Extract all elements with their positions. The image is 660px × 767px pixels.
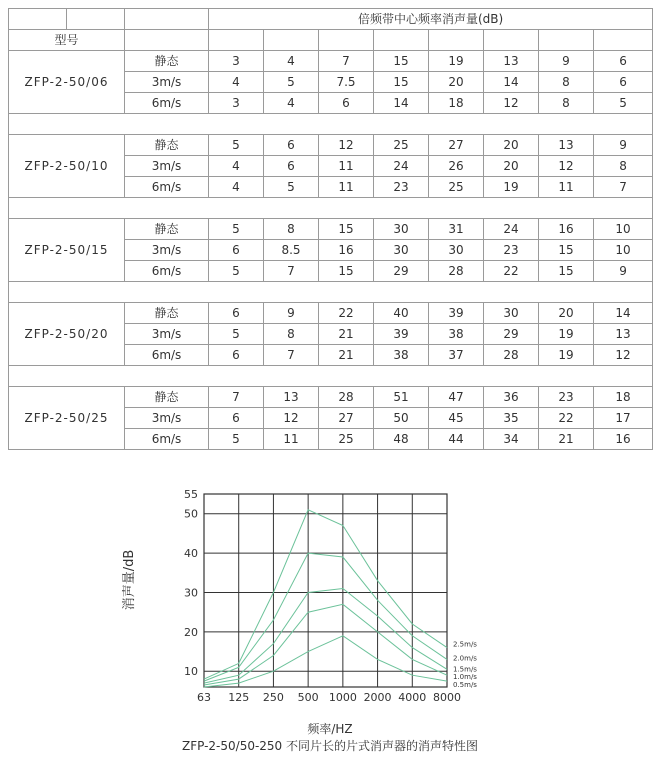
value-cell: 25 [429,177,484,198]
condition-cell: 6m/s [125,345,209,366]
value-cell: 7 [264,345,319,366]
value-cell: 11 [264,429,319,450]
table-row [9,303,653,324]
y-tick-label: 50 [184,507,198,521]
value-cell: 14 [594,303,653,324]
header-blank-cell [484,30,539,51]
value-cell: 29 [374,261,429,282]
value-cell: 12 [319,135,374,156]
value-cell: 39 [429,303,484,324]
value-cell: 30 [484,303,539,324]
x-axis-label: 频率/HZ [307,722,353,736]
x-tick-label: 125 [228,691,250,704]
y-tick-label: 30 [184,586,198,600]
x-tick-label: 500 [297,691,319,704]
value-cell: 5 [209,324,264,345]
value-cell: 11 [539,177,594,198]
value-cell: 15 [319,219,374,240]
header-blank-cell [594,30,653,51]
value-cell: 35 [484,408,539,429]
model-cell: ZFP-2-50/20 [9,303,125,366]
value-cell: 5 [594,93,653,114]
value-cell: 11 [319,156,374,177]
condition-cell: 6m/s [125,429,209,450]
value-cell: 5 [264,177,319,198]
header-blank-cell [374,30,429,51]
header-blank-cell [125,30,209,51]
value-cell: 25 [319,429,374,450]
value-cell: 8 [594,156,653,177]
value-cell: 18 [594,387,653,408]
value-cell: 24 [484,219,539,240]
header-blank-cell [539,30,594,51]
condition-cell: 6m/s [125,177,209,198]
table-row [9,51,653,72]
value-cell: 5 [264,72,319,93]
value-cell: 5 [209,429,264,450]
condition-cell: 3m/s [125,408,209,429]
value-cell: 4 [209,177,264,198]
value-cell: 7 [209,387,264,408]
value-cell: 10 [594,219,653,240]
value-cell: 9 [594,135,653,156]
value-cell: 15 [374,51,429,72]
value-cell: 30 [374,240,429,261]
value-cell: 21 [319,324,374,345]
series-line-25ms [204,510,447,679]
value-cell: 40 [374,303,429,324]
value-cell: 48 [374,429,429,450]
header-blank-cell [429,30,484,51]
table-row [9,387,653,408]
value-cell: 17 [594,408,653,429]
value-cell: 13 [484,51,539,72]
condition-cell: 3m/s [125,72,209,93]
series-label: 0.5m/s [453,681,477,690]
value-cell: 21 [539,429,594,450]
x-tick-label: 4000 [398,691,427,704]
value-cell: 45 [429,408,484,429]
value-cell: 38 [374,345,429,366]
value-cell: 10 [594,240,653,261]
value-cell: 4 [209,156,264,177]
value-cell: 6 [594,72,653,93]
value-cell: 25 [374,135,429,156]
value-cell: 3 [209,51,264,72]
header-blank-cell [264,30,319,51]
value-cell: 5 [209,261,264,282]
value-cell: 12 [264,408,319,429]
value-cell: 29 [484,324,539,345]
header-blank-cell [9,9,67,30]
value-cell: 12 [594,345,653,366]
table-row [9,219,653,240]
value-cell: 6 [209,303,264,324]
attenuation-chart [0,480,660,767]
value-cell: 6 [319,93,374,114]
condition-cell: 3m/s [125,324,209,345]
value-cell: 20 [484,135,539,156]
series-line-05ms [204,636,447,687]
value-cell: 13 [594,324,653,345]
value-cell: 34 [484,429,539,450]
value-cell: 7 [319,51,374,72]
value-cell: 5 [209,135,264,156]
value-cell: 23 [539,387,594,408]
value-cell: 28 [484,345,539,366]
condition-cell: 静态 [125,387,209,408]
value-cell: 4 [264,51,319,72]
value-cell: 19 [429,51,484,72]
header-blank-cell [67,9,125,30]
value-cell: 6 [209,408,264,429]
group-spacer [9,282,653,303]
value-cell: 23 [484,240,539,261]
series-line-10ms [204,604,447,685]
condition-cell: 3m/s [125,156,209,177]
value-cell: 16 [539,219,594,240]
attenuation-table [8,8,653,450]
value-cell: 13 [539,135,594,156]
value-cell: 7.5 [319,72,374,93]
header-blank-cell [319,30,374,51]
y-axis-label: 消声量/dB [122,549,137,611]
series-label: 2.5m/s [453,640,477,649]
value-cell: 9 [264,303,319,324]
value-cell: 20 [484,156,539,177]
value-cell: 16 [594,429,653,450]
value-cell: 30 [374,219,429,240]
value-cell: 9 [594,261,653,282]
series-line-15ms [204,589,447,684]
value-cell: 5 [209,219,264,240]
value-cell: 18 [429,93,484,114]
value-cell: 6 [264,135,319,156]
band-header: 倍频带中心频率消声量(dB) [209,9,653,30]
y-tick-label: 55 [184,488,198,501]
group-spacer [9,198,653,219]
model-cell: ZFP-2-50/10 [9,135,125,198]
value-cell: 8 [539,72,594,93]
value-cell: 50 [374,408,429,429]
chart-title: ZFP-2-50/50-250 不同片长的片式消声器的消声特性图 [181,739,479,753]
condition-cell: 静态 [125,51,209,72]
value-cell: 4 [264,93,319,114]
value-cell: 28 [429,261,484,282]
x-tick-label: 250 [262,691,284,704]
value-cell: 15 [539,240,594,261]
value-cell: 19 [484,177,539,198]
value-cell: 15 [539,261,594,282]
model-cell: ZFP-2-50/06 [9,51,125,114]
value-cell: 13 [264,387,319,408]
value-cell: 16 [319,240,374,261]
condition-cell: 静态 [125,219,209,240]
value-cell: 31 [429,219,484,240]
series-line-20ms [204,553,447,681]
value-cell: 51 [374,387,429,408]
value-cell: 6 [594,51,653,72]
value-cell: 11 [319,177,374,198]
series-label: 1.5m/s [453,665,477,674]
model-cell: ZFP-2-50/15 [9,219,125,282]
x-tick-label: 8000 [433,691,461,704]
y-tick-label: 20 [184,625,198,639]
condition-cell: 6m/s [125,93,209,114]
value-cell: 15 [319,261,374,282]
value-cell: 22 [484,261,539,282]
table-row [9,135,653,156]
value-cell: 3 [209,93,264,114]
value-cell: 6 [209,240,264,261]
group-spacer [9,366,653,387]
x-tick-label: 1000 [328,691,357,704]
value-cell: 20 [429,72,484,93]
value-cell: 8 [539,93,594,114]
series-label: 1.0m/s [453,673,477,682]
series-label: 2.0m/s [453,654,477,663]
value-cell: 36 [484,387,539,408]
value-cell: 8 [264,324,319,345]
value-cell: 21 [319,345,374,366]
x-tick-label: 63 [197,691,211,704]
value-cell: 38 [429,324,484,345]
condition-cell: 3m/s [125,240,209,261]
condition-cell: 静态 [125,135,209,156]
value-cell: 15 [374,72,429,93]
group-spacer [9,114,653,135]
value-cell: 27 [319,408,374,429]
value-cell: 37 [429,345,484,366]
value-cell: 14 [484,72,539,93]
value-cell: 19 [539,345,594,366]
value-cell: 28 [319,387,374,408]
value-cell: 6 [264,156,319,177]
value-cell: 26 [429,156,484,177]
value-cell: 27 [429,135,484,156]
value-cell: 22 [319,303,374,324]
value-cell: 7 [264,261,319,282]
value-cell: 6 [209,345,264,366]
value-cell: 12 [484,93,539,114]
y-tick-label: 40 [184,547,198,561]
value-cell: 20 [539,303,594,324]
value-cell: 8.5 [264,240,319,261]
header-blank-cell [209,30,264,51]
model-cell: ZFP-2-50/25 [9,387,125,450]
model-header: 型号 [9,30,125,51]
value-cell: 30 [429,240,484,261]
value-cell: 4 [209,72,264,93]
x-tick-label: 2000 [363,691,392,704]
value-cell: 44 [429,429,484,450]
header-blank-cell [125,9,209,30]
value-cell: 19 [539,324,594,345]
value-cell: 12 [539,156,594,177]
value-cell: 7 [594,177,653,198]
value-cell: 8 [264,219,319,240]
condition-cell: 静态 [125,303,209,324]
value-cell: 14 [374,93,429,114]
value-cell: 24 [374,156,429,177]
condition-cell: 6m/s [125,261,209,282]
value-cell: 9 [539,51,594,72]
value-cell: 22 [539,408,594,429]
value-cell: 23 [374,177,429,198]
value-cell: 39 [374,324,429,345]
y-tick-label: 10 [184,665,198,679]
value-cell: 47 [429,387,484,408]
